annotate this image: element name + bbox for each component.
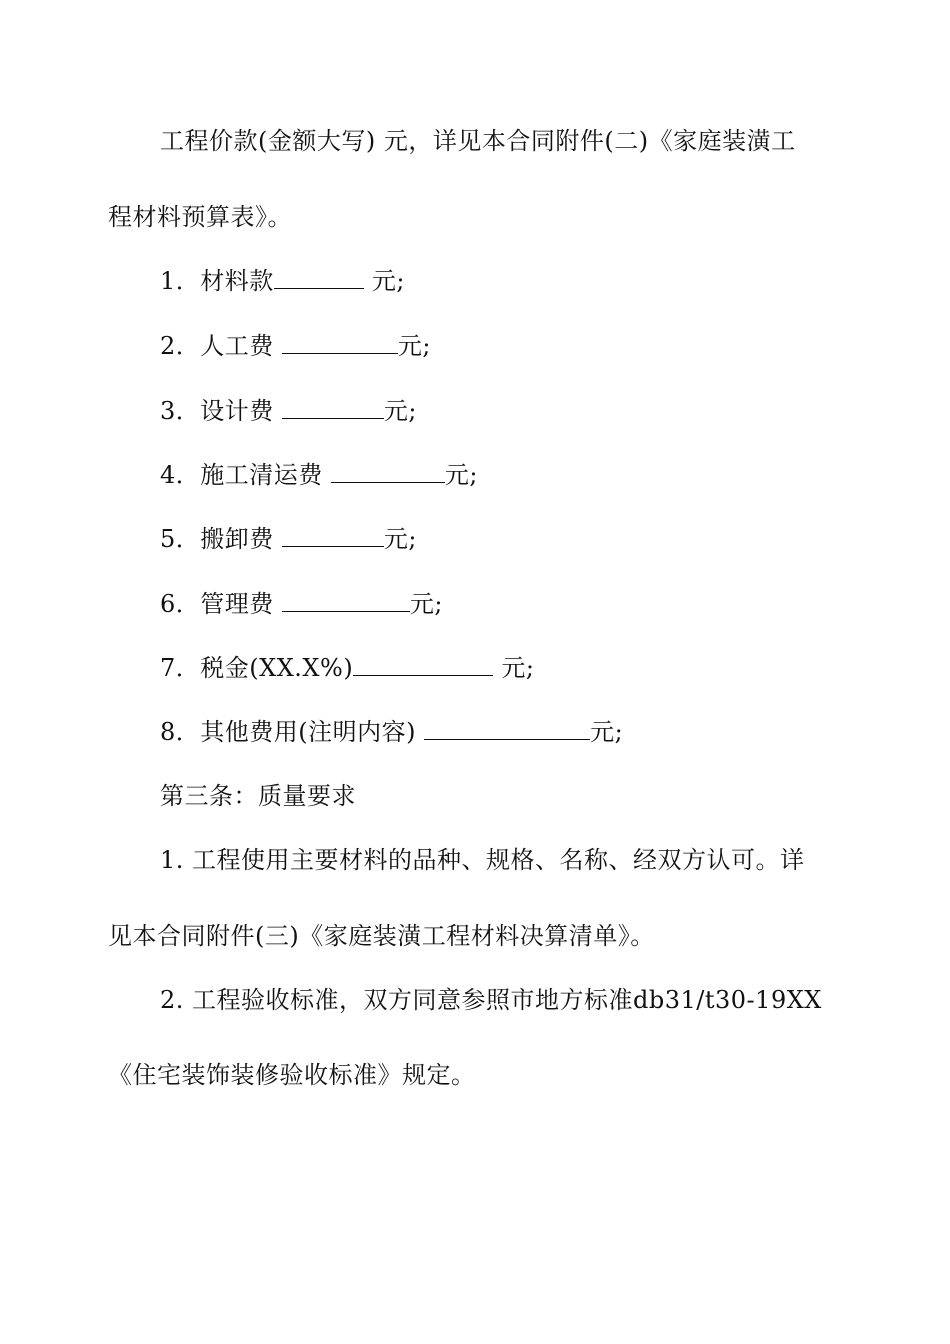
fee-label: 3．设计费 bbox=[160, 397, 282, 425]
fill-in-blank bbox=[282, 524, 384, 547]
quality-item-2-line-1: 2. 工程验收标准，双方同意参照市地方标准db31/t30-19XX bbox=[160, 986, 822, 1014]
fee-label: 1．材料款 bbox=[160, 267, 274, 295]
fee-label: 4．施工清运费 bbox=[160, 461, 331, 489]
fee-item-design bbox=[160, 396, 417, 426]
fee-item-tax bbox=[160, 653, 534, 683]
fee-item-handling bbox=[160, 524, 417, 554]
quality-item-2-line-2: 《住宅装饰装修验收标准》规定。 bbox=[108, 1061, 476, 1089]
section-heading-quality: 第三条：质量要求 bbox=[160, 782, 356, 810]
fee-label: 7．税金(XX.X%) bbox=[160, 654, 354, 682]
fee-item-other bbox=[160, 717, 623, 747]
fee-unit: 元; bbox=[590, 718, 624, 746]
fee-unit: 元; bbox=[397, 332, 431, 360]
fill-in-blank bbox=[282, 331, 398, 354]
quality-item-1-line-1: 1. 工程使用主要材料的品种、规格、名称、经双方认可。详 bbox=[160, 846, 805, 874]
fill-in-blank bbox=[353, 653, 493, 676]
price-paragraph-line-2: 程材料预算表》。 bbox=[108, 203, 292, 231]
fee-item-materials bbox=[160, 266, 405, 296]
fee-item-cleanup bbox=[160, 460, 478, 490]
fee-unit: 元; bbox=[409, 590, 443, 618]
price-paragraph-line-1: 工程价款(金额大写) 元，详见本合同附件(二)《家庭装潢工 bbox=[160, 127, 796, 155]
fill-in-blank bbox=[274, 266, 364, 289]
fee-item-labor bbox=[160, 331, 431, 361]
fee-label: 6．管理费 bbox=[160, 590, 282, 618]
fee-item-management bbox=[160, 589, 443, 619]
fee-label: 8．其他费用(注明内容) bbox=[160, 718, 425, 746]
fill-in-blank bbox=[282, 396, 384, 419]
fee-unit: 元; bbox=[383, 525, 417, 553]
fee-unit: 元; bbox=[383, 397, 417, 425]
quality-item-1-line-2: 见本合同附件(三)《家庭装潢工程材料决算清单》。 bbox=[108, 922, 655, 950]
fill-in-blank bbox=[424, 717, 590, 740]
fill-in-blank bbox=[282, 589, 410, 612]
fee-label: 5．搬卸费 bbox=[160, 525, 282, 553]
fee-label: 2．人工费 bbox=[160, 332, 282, 360]
fee-unit: 元; bbox=[444, 461, 478, 489]
fill-in-blank bbox=[331, 460, 445, 483]
fee-unit: 元; bbox=[363, 267, 405, 295]
fee-unit: 元; bbox=[493, 654, 535, 682]
